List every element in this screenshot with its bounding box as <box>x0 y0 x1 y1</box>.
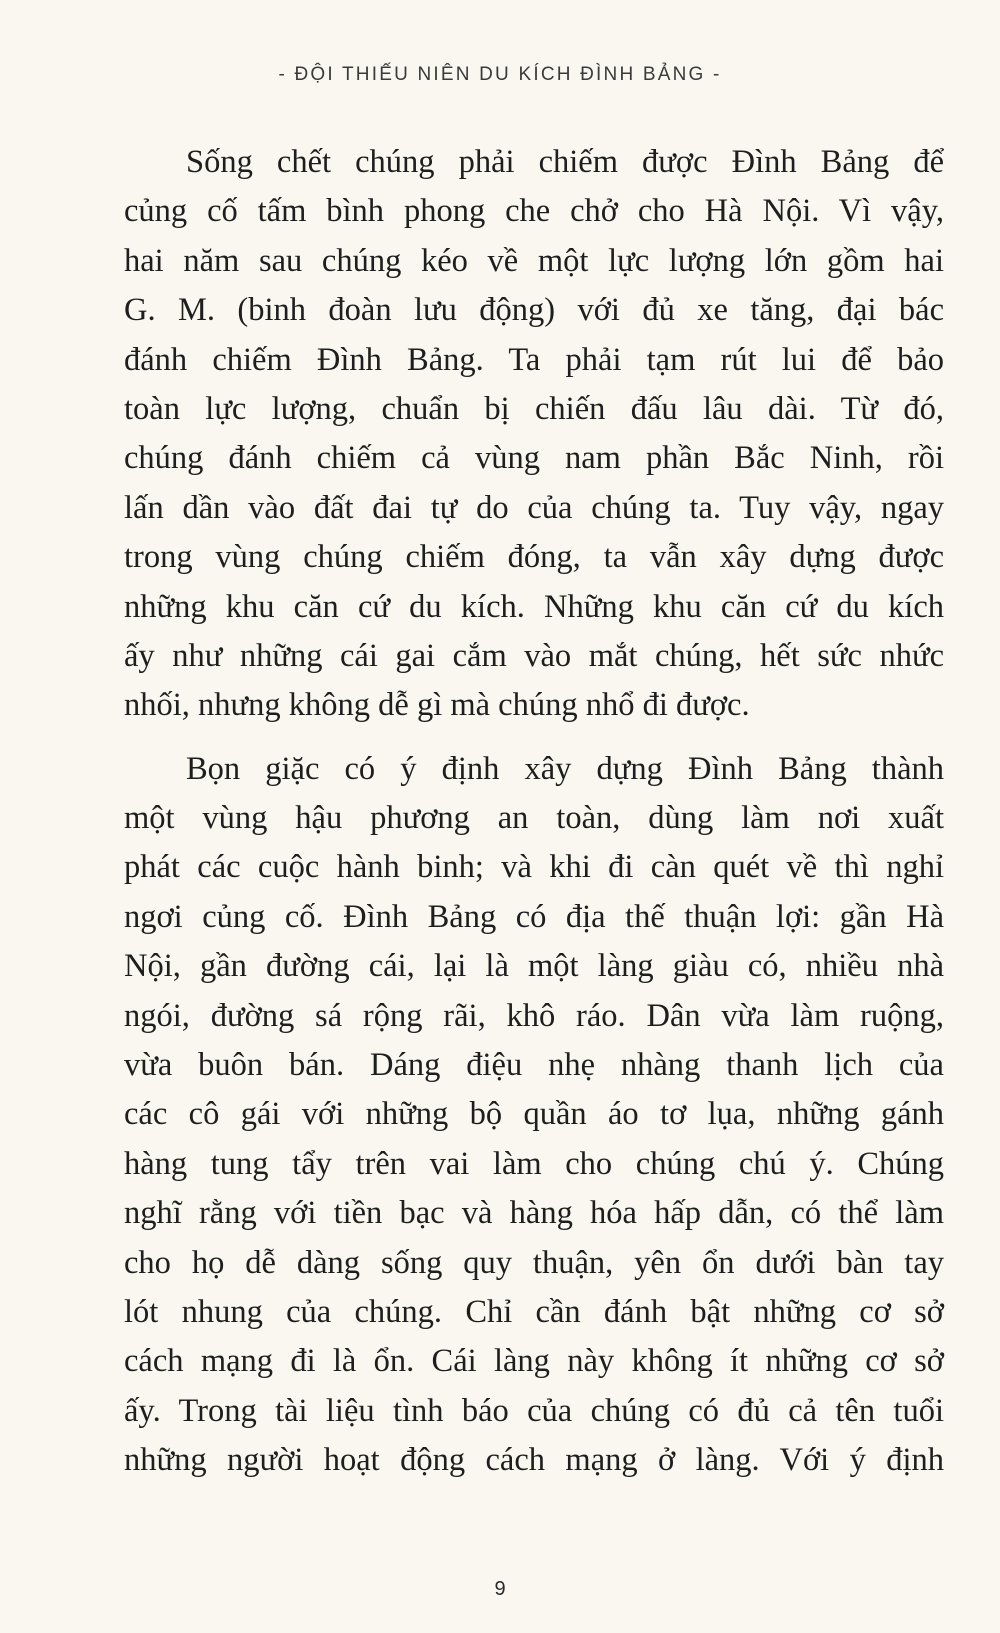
text-line: ấy như những cái gai cắm vào mắt chúng, hết sức nhức <box>124 637 944 674</box>
text-line: toàn lực lượng, chuẩn bị chiến đấu lâu dài. Từ đó, <box>124 390 944 427</box>
body-text <box>124 138 944 1486</box>
paragraph-gap <box>124 731 944 745</box>
text-line: Nội, gần đường cái, lại là một làng giàu có, nhiều nhà <box>124 948 944 985</box>
running-header: - ĐỘI THIẾU NIÊN DU KÍCH ĐÌNH BẢNG - <box>278 64 722 85</box>
paragraph-2 <box>124 745 944 1486</box>
text-line: củng cố tấm bình phong che chở cho Hà Nội. Vì vậy, <box>124 193 944 230</box>
text-line: Sống chết chúng phải chiếm được Đình Bảng để <box>186 144 944 180</box>
text-line: vừa buôn bán. Dáng điệu nhẹ nhàng thanh lịch của <box>124 1047 944 1084</box>
text-line: lấn dần vào đất đai tự do của chúng ta. Tuy vậy, ngay <box>124 489 944 526</box>
text-line: một vùng hậu phương an toàn, dùng làm nơi xuất <box>124 800 944 837</box>
text-line: hàng tung tẩy trên vai làm cho chúng chú ý. Chúng <box>124 1145 944 1182</box>
text-line: đánh chiếm Đình Bảng. Ta phải tạm rút lui để bảo <box>124 341 944 378</box>
text-line: nhối, nhưng không dễ gì mà chúng nhổ đi được. <box>124 687 750 724</box>
text-line: phát các cuộc hành binh; và khi đi càn quét về thì nghỉ <box>124 849 944 886</box>
text-line: Bọn giặc có ý định xây dựng Đình Bảng thành <box>186 750 944 787</box>
text-line: chúng đánh chiếm cả vùng nam phần Bắc Ninh, rồi <box>124 440 944 477</box>
text-line: lót nhung của chúng. Chỉ cần đánh bật những cơ sở <box>124 1293 944 1330</box>
paragraph-1 <box>124 138 944 731</box>
text-line: ngói, đường sá rộng rãi, khô ráo. Dân vừa làm ruộng, <box>124 997 944 1034</box>
text-line: những người hoạt động cách mạng ở làng. Với ý định <box>124 1442 944 1479</box>
text-line: những khu căn cứ du kích. Những khu căn cứ du kích <box>124 588 944 625</box>
page-number: 9 <box>494 1578 506 1600</box>
text-line: cách mạng đi là ổn. Cái làng này không ít những cơ sở <box>124 1343 944 1380</box>
text-line: ngơi củng cố. Đình Bảng có địa thế thuận lợi: gần Hà <box>124 898 944 935</box>
text-line: hai năm sau chúng kéo về một lực lượng lớn gồm hai <box>124 242 944 279</box>
text-line: ấy. Trong tài liệu tình báo của chúng có đủ cả tên tuổi <box>124 1392 944 1429</box>
text-line: trong vùng chúng chiếm đóng, ta vẫn xây dựng được <box>124 539 944 576</box>
text-line: nghĩ rằng với tiền bạc và hàng hóa hấp dẫn, có thể làm <box>124 1195 944 1232</box>
text-line: các cô gái với những bộ quần áo tơ lụa, những gánh <box>124 1096 944 1133</box>
text-line: cho họ dễ dàng sống quy thuận, yên ổn dưới bàn tay <box>124 1244 944 1281</box>
text-line: G. M. (binh đoàn lưu động) với đủ xe tăng, đại bác <box>124 292 944 329</box>
